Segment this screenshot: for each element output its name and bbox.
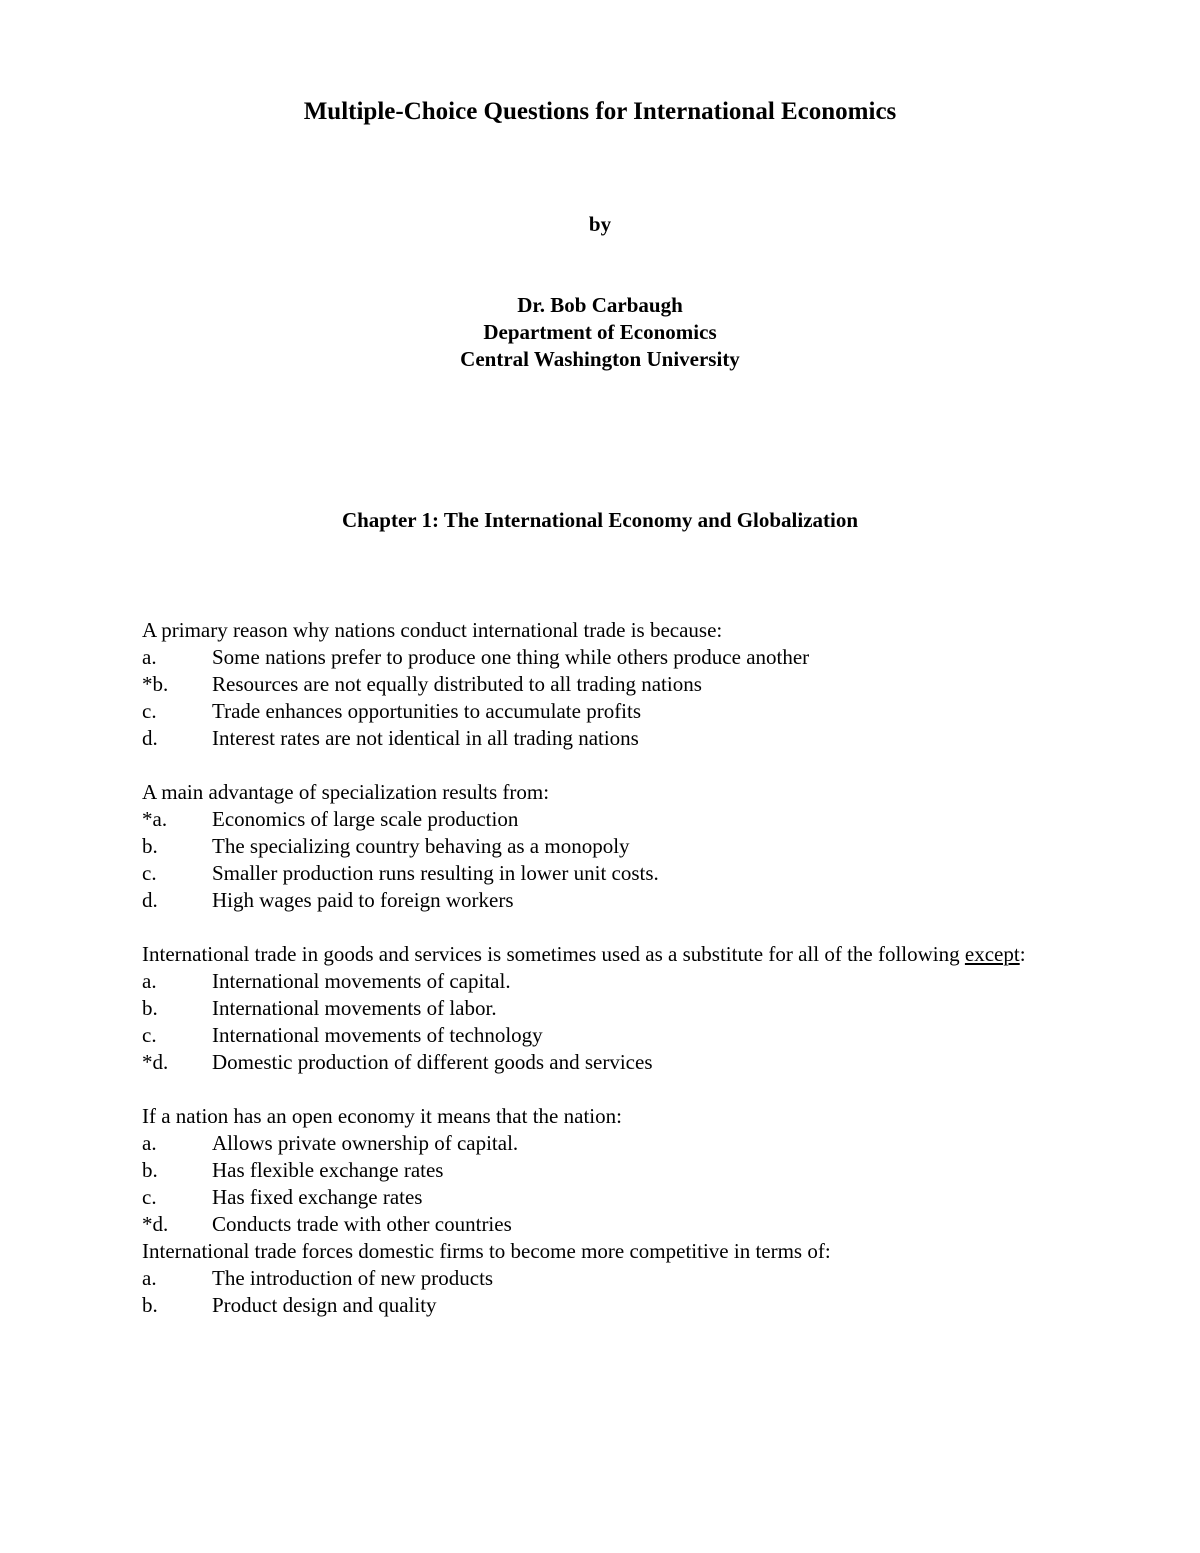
byline: by [588,212,612,236]
option-letter: c. [142,699,157,723]
option-letter: b. [142,996,158,1020]
option-letter: b. [142,834,158,858]
option-letter: *b. [142,672,169,696]
option-text: The specializing country behaving as a monopoly [212,834,630,858]
author-name: Dr. Bob Carbaugh [517,293,683,317]
answer-option [142,725,1102,752]
option-letter: *a. [142,807,168,831]
department: Department of Economics [483,320,717,344]
option-text: Interest rates are not identical in all trading nations [212,726,639,750]
option-text: Smaller production runs resulting in lower unit costs. [212,861,659,885]
option-letter: a. [142,1266,157,1290]
author-block [0,292,1200,373]
question-stem-end: : [1019,942,1026,966]
question-stem: International trade forces domestic firms to become more competitive in terms of: [142,1239,831,1263]
question-stem [142,941,1102,968]
option-text: Economics of large scale production [212,807,519,831]
option-letter: *d. [142,1050,169,1074]
question-stem: If a nation has an open economy it means that the nation: [142,1104,622,1128]
answer-option [142,968,1102,995]
answer-option [142,671,1102,698]
option-text: Trade enhances opportunities to accumulate profits [212,699,642,723]
option-letter: c. [142,861,157,885]
answer-option [142,860,1102,887]
option-text: The introduction of new products [212,1266,494,1290]
answer-option [142,1184,1102,1211]
question-5 [142,1238,1102,1319]
option-text: Conducts trade with other countries [212,1212,512,1236]
answer-option [142,887,1102,914]
option-text: Has flexible exchange rates [212,1158,444,1182]
option-text: International movements of labor. [212,996,497,1020]
answer-option [142,1157,1102,1184]
option-text: International movements of technology [212,1023,543,1047]
option-text: International movements of capital. [212,969,511,993]
question-3 [142,941,1102,1076]
option-text: Product design and quality [212,1293,437,1317]
option-letter: a. [142,1131,157,1155]
answer-option [142,644,1102,671]
document-title: Multiple-Choice Questions for International Economics [303,98,897,125]
option-letter: d. [142,726,158,750]
answer-option [142,1265,1102,1292]
answer-option [142,1292,1102,1319]
chapter-title: Chapter 1: The International Economy and Globalization [341,508,859,532]
answer-option [142,1130,1102,1157]
option-letter: c. [142,1023,157,1047]
question-2 [142,779,1102,914]
answer-option [142,698,1102,725]
option-letter: a. [142,645,157,669]
option-letter: a. [142,969,157,993]
university: Central Washington University [460,347,740,371]
option-text: High wages paid to foreign workers [212,888,514,912]
option-letter: b. [142,1293,158,1317]
answer-option [142,1211,1102,1238]
answer-option [142,995,1102,1022]
question-stem-text: International trade in goods and services is sometimes used as a substitute for all of the following [142,942,960,966]
question-stem: A primary reason why nations conduct international trade is because: [142,618,723,642]
answer-option [142,806,1102,833]
option-letter: b. [142,1158,158,1182]
option-letter: c. [142,1185,157,1209]
option-letter: *d. [142,1212,169,1236]
option-text: Resources are not equally distributed to all trading nations [212,672,702,696]
option-letter: d. [142,888,158,912]
question-4 [142,1103,1102,1238]
option-text: Domestic production of different goods and services [212,1050,653,1074]
question-stem-emphasis: except [964,942,1020,966]
question-stem: A main advantage of specialization results from: [142,780,550,804]
option-text: Some nations prefer to produce one thing while others produce another [212,645,810,669]
answer-option [142,833,1102,860]
question-list [142,617,1102,1319]
option-text: Has fixed exchange rates [212,1185,423,1209]
option-text: Allows private ownership of capital. [212,1131,519,1155]
answer-option [142,1022,1102,1049]
question-1 [142,617,1102,752]
answer-option [142,1049,1102,1076]
